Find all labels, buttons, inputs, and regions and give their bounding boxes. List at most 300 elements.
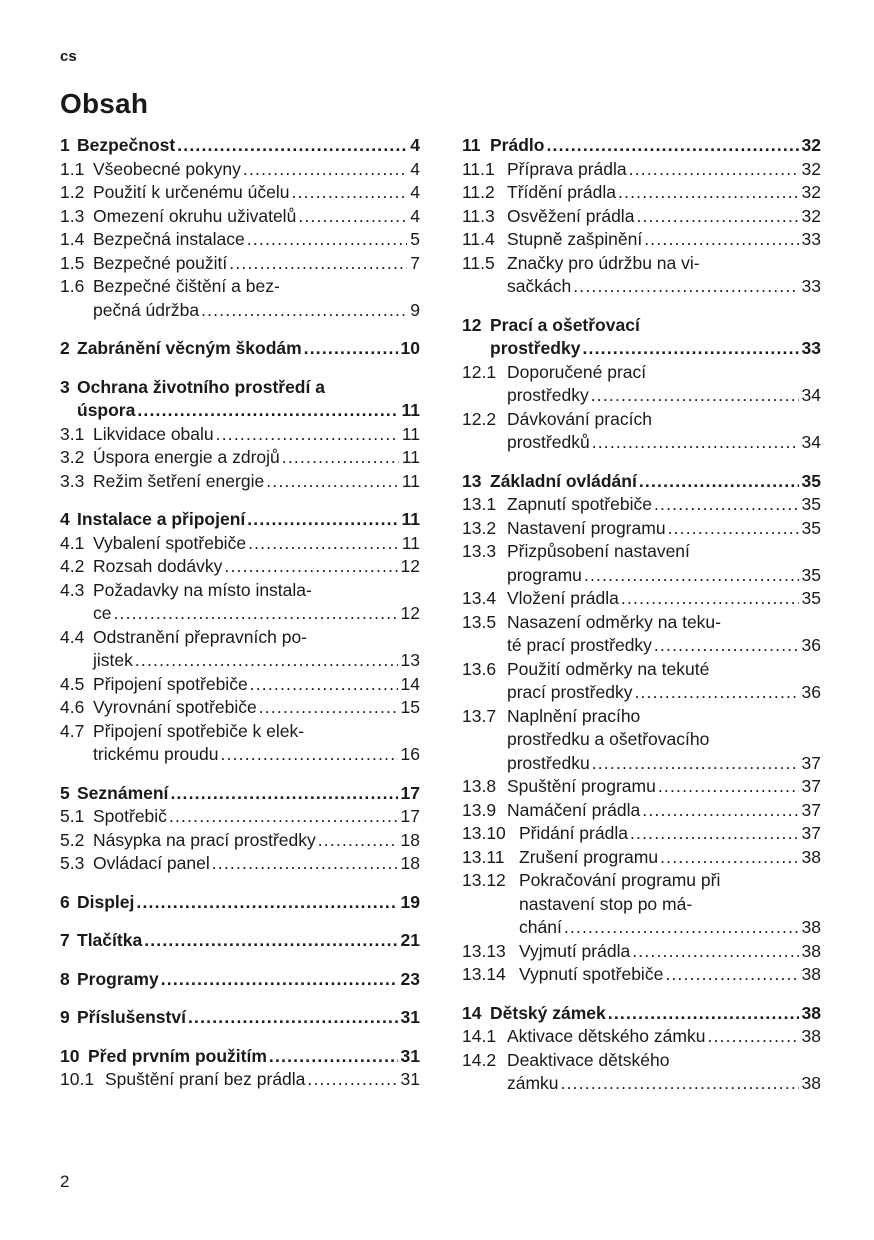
toc-page-number: 9 — [410, 299, 420, 320]
toc-entry-number: 13.6 — [462, 658, 497, 679]
toc-section-heading[interactable] — [60, 929, 420, 953]
toc-page-number: 38 — [801, 917, 821, 937]
toc-entry-number: 14.2 — [462, 1049, 497, 1070]
toc-entry-title-line: Odstranění přepravních po- — [93, 626, 308, 647]
toc-page-number: 23 — [400, 968, 420, 989]
toc-entry-title: Úspora energie a zdrojů — [93, 447, 280, 467]
toc-dot-leader — [621, 587, 799, 611]
toc-dot-leader — [282, 446, 399, 470]
toc-entry[interactable] — [60, 158, 420, 182]
toc-dot-leader — [592, 431, 799, 455]
toc-section-heading[interactable] — [60, 376, 420, 423]
toc-entry-number: 13.4 — [462, 588, 497, 608]
toc-section-heading[interactable] — [60, 1006, 420, 1030]
toc-section — [60, 376, 420, 494]
toc-entry-title: Displej — [77, 891, 135, 912]
toc-entry-title: Přidání prádla — [519, 823, 628, 843]
toc-entry-number: 14 — [462, 1002, 482, 1023]
toc-dot-leader — [660, 846, 798, 870]
toc-section — [60, 337, 420, 361]
toc-page-number: 11 — [401, 509, 420, 529]
toc-entry-title: Omezení okruhu uživatelů — [93, 205, 297, 226]
toc-entry-title: Stupně zašpinění — [507, 229, 643, 249]
toc-entry-title: prostředky — [490, 338, 581, 358]
toc-entry[interactable] — [60, 228, 420, 252]
toc-entry-number: 4.3 — [60, 579, 85, 600]
toc-entry-title: prostředků — [507, 432, 590, 452]
toc-dot-leader — [634, 681, 798, 705]
toc-column-right — [462, 134, 821, 1096]
toc-entry[interactable] — [462, 869, 821, 940]
toc-entry-title-line: Doporučené prací — [507, 361, 647, 382]
toc-page-number: 31 — [400, 1045, 420, 1066]
toc-entry-title-line: Ochrana životního prostředí a — [77, 376, 325, 397]
toc-page-number: 34 — [801, 385, 821, 405]
toc-entry-number: 5.2 — [60, 829, 85, 850]
toc-dot-leader — [266, 470, 399, 494]
toc-dot-leader — [201, 299, 407, 323]
toc-section — [462, 134, 821, 299]
toc-dot-leader — [247, 508, 398, 532]
toc-entry[interactable] — [60, 673, 420, 697]
toc-page-number: 36 — [801, 635, 821, 655]
toc-dot-leader — [229, 252, 407, 276]
toc-dot-leader — [292, 181, 408, 205]
toc-page-number: 12 — [400, 603, 420, 623]
toc-dot-leader — [298, 205, 407, 229]
toc-section — [60, 508, 420, 767]
toc-entry-title: sačkách — [507, 276, 572, 296]
toc-page-number: 35 — [801, 588, 821, 608]
toc-entry-title: Bezpečnost — [77, 135, 176, 155]
toc-entry-title-line: Nasazení odměrky na teku- — [507, 611, 721, 632]
toc-entry-title: Zrušení programu — [519, 846, 659, 867]
toc-entry-title: Příslušenství — [77, 1007, 186, 1027]
toc-entry-title: Příprava prádla — [507, 158, 627, 179]
toc-page-number: 10 — [400, 338, 420, 358]
toc-entry-number: 4 — [60, 509, 70, 529]
toc-entry[interactable] — [60, 181, 420, 205]
toc-entry-number: 2 — [60, 338, 70, 358]
toc-entry-title: Třídění prádla — [507, 182, 616, 202]
toc-section-heading[interactable] — [60, 968, 420, 992]
toc-dot-leader — [269, 1045, 398, 1069]
toc-entry-title-line: Deaktivace dětského — [507, 1049, 670, 1070]
toc-section — [462, 470, 821, 987]
toc-entry[interactable] — [60, 205, 420, 229]
toc-entry-title: Spuštění praní bez prádla — [105, 1069, 306, 1089]
toc-entry[interactable] — [462, 1025, 821, 1049]
toc-entry[interactable] — [60, 446, 420, 470]
toc-entry-title: Použití k určenému účelu — [93, 182, 290, 202]
toc-dot-leader — [247, 228, 407, 252]
toc-dot-leader — [591, 384, 799, 408]
toc-entry-title-line: Připojení spotřebiče k elek- — [93, 720, 305, 741]
toc-dot-leader — [169, 805, 398, 829]
toc-entry-number: 10.1 — [60, 1069, 95, 1089]
toc-dot-leader — [707, 1025, 798, 1049]
toc-section-heading[interactable] — [60, 337, 420, 361]
toc-entry[interactable] — [60, 275, 420, 322]
toc-entry[interactable] — [60, 720, 420, 767]
toc-entry-number: 1.6 — [60, 276, 85, 296]
toc-entry[interactable] — [60, 696, 420, 720]
toc-entry[interactable] — [60, 470, 420, 494]
toc-entry[interactable] — [462, 611, 821, 658]
toc-entry[interactable] — [462, 963, 821, 987]
toc-dot-leader — [629, 158, 799, 182]
toc-entry-title: Osvěžení prádla — [507, 205, 635, 226]
toc-page-number: 37 — [801, 752, 821, 773]
toc-section-heading[interactable] — [462, 134, 821, 158]
toc-entry-number: 13.2 — [462, 517, 497, 538]
toc-page-number: 38 — [801, 940, 821, 961]
toc-page-number: 32 — [801, 158, 821, 179]
toc-entry-number: 7 — [60, 930, 70, 950]
toc-page-number: 4 — [410, 205, 420, 226]
toc-page-number: 38 — [801, 846, 821, 867]
toc-section-heading[interactable] — [462, 314, 821, 361]
toc-page-number: 33 — [801, 338, 821, 358]
toc-dot-leader — [592, 752, 799, 776]
toc-entry-title: úspora — [77, 400, 136, 420]
toc-entry-number: 3.2 — [60, 447, 85, 467]
toc-entry-title: Nastavení programu — [507, 517, 666, 538]
toc-dot-leader — [188, 1006, 398, 1030]
toc-entry[interactable] — [462, 158, 821, 182]
toc-entry-number: 13.5 — [462, 611, 497, 632]
toc-page-number: 5 — [410, 229, 420, 249]
toc-dot-leader — [546, 134, 798, 158]
toc-entry-title: chání — [519, 917, 562, 937]
toc-dot-leader — [307, 1068, 397, 1092]
toc-entry-title: Namáčení prádla — [507, 799, 641, 820]
toc-entry-title-line: Požadavky na místo instala- — [93, 579, 312, 600]
toc-entry-title: prací prostředky — [507, 682, 633, 702]
toc-dot-leader — [259, 696, 398, 720]
toc-entry[interactable] — [60, 423, 420, 447]
toc-dot-leader — [654, 634, 799, 658]
toc-entry-title: trickému proudu — [93, 744, 219, 764]
toc-entry-title: Programy — [77, 968, 159, 989]
toc-entry-title: zámku — [507, 1073, 559, 1093]
toc-entry-number: 4.4 — [60, 626, 85, 647]
toc-page-number: 4 — [410, 135, 420, 155]
toc-entry-number: 9 — [60, 1007, 70, 1027]
toc-entry-number: 3.1 — [60, 423, 85, 444]
toc-entry[interactable] — [60, 805, 420, 829]
toc-page-number: 4 — [410, 182, 420, 202]
toc-entry-number: 6 — [60, 891, 70, 912]
toc-entry-number: 12 — [462, 314, 482, 335]
toc-entry-title: Před prvním použitím — [88, 1045, 267, 1066]
toc-entry-number: 12.1 — [462, 361, 497, 382]
toc-page-number: 19 — [400, 891, 420, 912]
toc-entry-number: 1.3 — [60, 205, 85, 226]
toc-section-heading[interactable] — [60, 134, 420, 158]
toc-dot-leader — [161, 968, 398, 992]
toc-entry-number: 1.5 — [60, 252, 85, 273]
toc-dot-leader — [250, 673, 398, 697]
toc-entry-title: Rozsah dodávky — [93, 556, 223, 576]
toc-dot-leader — [216, 423, 399, 447]
toc-entry[interactable] — [462, 361, 821, 408]
toc-entry-number: 13.13 — [462, 940, 506, 961]
toc-entry-number: 13.3 — [462, 541, 497, 561]
toc-page-number: 17 — [400, 782, 420, 803]
toc-page-number: 21 — [400, 930, 420, 950]
toc-dot-leader — [632, 940, 798, 964]
toc-entry[interactable] — [462, 940, 821, 964]
toc-entry[interactable] — [462, 658, 821, 705]
toc-entry-number: 1.2 — [60, 182, 85, 202]
toc-section — [462, 314, 821, 455]
toc-entry[interactable] — [60, 252, 420, 276]
toc-entry-title: jistek — [93, 650, 133, 670]
toc-entry-number: 5.3 — [60, 853, 85, 873]
toc-entry[interactable] — [462, 846, 821, 870]
toc-entry-number: 11.1 — [462, 158, 495, 179]
toc-page-number: 11 — [401, 532, 420, 553]
toc-page-number: 12 — [400, 556, 420, 576]
toc-page-number: 32 — [801, 182, 821, 202]
toc-dot-leader — [248, 532, 399, 556]
toc-entry[interactable] — [462, 705, 821, 776]
toc-section-heading[interactable] — [462, 1002, 821, 1026]
toc-entry-title: Zabránění věcným škodám — [77, 338, 302, 358]
toc-entry-title: Dětský zámek — [490, 1002, 606, 1023]
toc-entry[interactable] — [60, 1068, 420, 1092]
toc-entry-title: Prádlo — [490, 135, 545, 155]
toc-entry-number: 3 — [60, 376, 70, 397]
toc-entry-number: 11.3 — [462, 205, 495, 226]
toc-entry-number: 11 — [462, 135, 481, 155]
toc-entry-number: 13.1 — [462, 494, 497, 514]
page-number: 2 — [60, 1172, 70, 1191]
toc-dot-leader — [665, 963, 798, 987]
toc-dot-leader — [668, 517, 799, 541]
page-title: Obsah — [60, 88, 149, 119]
toc-entry-title: Ovládací panel — [93, 853, 210, 873]
toc-entry[interactable] — [462, 181, 821, 205]
toc-page-number: 38 — [801, 1073, 821, 1093]
toc-entry[interactable] — [60, 555, 420, 579]
toc-entry-number: 14.1 — [462, 1026, 497, 1046]
toc-page-number: 35 — [801, 564, 821, 585]
toc-entry[interactable] — [462, 408, 821, 455]
toc-entry-title: Likvidace obalu — [93, 423, 214, 444]
toc-entry-title-line: Použití odměrky na tekuté — [507, 658, 710, 679]
toc-column-left — [60, 134, 420, 1092]
toc-page-number: 34 — [801, 432, 821, 452]
toc-entry-number: 4.7 — [60, 720, 85, 741]
toc-entry[interactable] — [462, 799, 821, 823]
toc-entry-title: Vypnutí spotřebiče — [519, 964, 664, 984]
toc-section — [60, 134, 420, 322]
toc-entry-number: 1.4 — [60, 229, 85, 249]
toc-dot-leader — [144, 929, 397, 953]
toc-page-number: 11 — [401, 400, 420, 420]
toc-entry-title: Spotřebič — [93, 806, 167, 826]
toc-entry-title-line: nastavení stop po má- — [519, 893, 693, 914]
toc-dot-leader — [212, 852, 398, 876]
toc-section — [60, 891, 420, 915]
toc-entry-title-line: Pokračování programu při — [519, 870, 721, 890]
toc-entry-title-line: Značky pro údržbu na vi- — [507, 252, 700, 273]
toc-entry[interactable] — [60, 852, 420, 876]
toc-entry-title-line: Prací a ošetřovací — [490, 314, 640, 335]
toc-section-heading[interactable] — [60, 891, 420, 915]
toc-dot-leader — [136, 891, 397, 915]
toc-page-number: 37 — [801, 799, 821, 820]
toc-dot-leader — [564, 916, 799, 940]
toc-entry-number: 13.11 — [462, 846, 505, 867]
toc-section — [60, 782, 420, 876]
toc-entry-number: 13.10 — [462, 823, 506, 843]
toc-dot-leader — [137, 399, 398, 423]
toc-page-number: 11 — [401, 470, 420, 491]
toc-dot-leader — [582, 337, 798, 361]
toc-entry-number: 11.2 — [462, 182, 495, 202]
toc-entry[interactable] — [462, 517, 821, 541]
toc-entry-title: Všeobecné pokyny — [93, 158, 241, 179]
toc-page-number: 36 — [801, 682, 821, 702]
toc-entry-title: Vyrovnání spotřebiče — [93, 697, 257, 717]
toc-entry-title: Instalace a připojení — [77, 509, 246, 529]
toc-dot-leader — [644, 228, 798, 252]
toc-entry-number: 4.5 — [60, 673, 85, 694]
toc-page-number: 38 — [801, 964, 821, 984]
toc-section — [60, 1006, 420, 1030]
toc-entry-title: prostředku — [507, 752, 590, 773]
toc-dot-leader — [584, 564, 799, 588]
toc-dot-leader — [304, 337, 398, 361]
toc-page-number: 11 — [401, 447, 420, 467]
toc-entry[interactable] — [60, 626, 420, 673]
toc-entry-number: 5 — [60, 782, 70, 803]
toc-entry-number: 8 — [60, 968, 70, 989]
toc-entry-title: Připojení spotřebiče — [93, 673, 248, 694]
toc-dot-leader — [636, 205, 798, 229]
toc-dot-leader — [630, 822, 799, 846]
toc-entry[interactable] — [462, 205, 821, 229]
toc-entry[interactable] — [462, 1049, 821, 1096]
toc-section-heading[interactable] — [60, 508, 420, 532]
toc-entry[interactable] — [60, 829, 420, 853]
toc-dot-leader — [561, 1072, 799, 1096]
toc-page-number: 35 — [801, 494, 821, 514]
toc-entry[interactable] — [462, 540, 821, 587]
toc-entry-title: Vybalení spotřebiče — [93, 532, 247, 553]
toc-entry[interactable] — [462, 587, 821, 611]
toc-entry-title: pečná údržba — [93, 299, 200, 320]
toc-entry-number: 13.8 — [462, 776, 497, 796]
toc-entry[interactable] — [462, 493, 821, 517]
toc-section — [60, 1045, 420, 1092]
toc-entry-number: 13.7 — [462, 705, 497, 726]
toc-entry-title: Seznámení — [77, 782, 169, 803]
toc-entry-number: 10 — [60, 1045, 80, 1066]
toc-entry[interactable] — [462, 252, 821, 299]
toc-entry-title: Režim šetření energie — [93, 470, 265, 491]
toc-section-heading[interactable] — [60, 782, 420, 806]
toc-entry[interactable] — [60, 532, 420, 556]
toc-dot-leader — [658, 775, 799, 799]
toc-page-number: 14 — [400, 673, 420, 694]
toc-entry-title: Vyjmutí prádla — [519, 940, 631, 961]
toc-dot-leader — [177, 134, 407, 158]
toc-dot-leader — [608, 1002, 799, 1026]
toc-dot-leader — [224, 555, 397, 579]
toc-entry[interactable] — [462, 775, 821, 799]
toc-section-heading[interactable] — [462, 470, 821, 494]
toc-entry-title: Bezpečná instalace — [93, 229, 245, 249]
toc-page-number: 4 — [410, 158, 420, 179]
toc-page-number: 11 — [401, 423, 420, 444]
toc-entry[interactable] — [462, 228, 821, 252]
toc-page-number: 18 — [400, 853, 420, 873]
toc-section-heading[interactable] — [60, 1045, 420, 1069]
toc-section — [60, 929, 420, 953]
toc-entry-title: Aktivace dětského zámku — [507, 1026, 706, 1046]
toc-entry-number: 13 — [462, 470, 482, 491]
toc-page-number: 16 — [400, 744, 420, 764]
toc-entry-title-line: Naplnění pracího — [507, 705, 641, 726]
toc-entry-title: ce — [93, 603, 112, 623]
toc-section — [60, 968, 420, 992]
toc-entry-title: Zapnutí spotřebiče — [507, 494, 652, 514]
toc-entry-title-line: Bezpečné čištění a bez- — [93, 276, 280, 296]
toc-entry-title: Bezpečné použití — [93, 252, 228, 273]
toc-page-number: 38 — [801, 1026, 821, 1046]
toc-dot-leader — [642, 799, 798, 823]
toc-entry-title-line: Přizpůsobení nastavení — [507, 541, 690, 561]
toc-entry-number: 13.14 — [462, 964, 506, 984]
toc-page-number: 35 — [801, 470, 821, 491]
toc-entry-title: Násypka na prací prostředky — [93, 829, 316, 850]
toc-entry[interactable] — [462, 822, 821, 846]
toc-section — [462, 1002, 821, 1096]
toc-page-number: 31 — [400, 1007, 420, 1027]
toc-page-number: 17 — [400, 806, 420, 826]
toc-entry-title: Vložení prádla — [507, 588, 619, 608]
toc-page-number: 33 — [801, 276, 821, 296]
toc-entry-number: 12.2 — [462, 408, 497, 429]
toc-page-number: 37 — [801, 823, 821, 843]
toc-page-number: 38 — [801, 1002, 821, 1023]
toc-dot-leader — [573, 275, 798, 299]
toc-entry[interactable] — [60, 579, 420, 626]
toc-entry-title: Základní ovládání — [490, 470, 637, 491]
toc-entry-title: Tlačítka — [77, 930, 143, 950]
toc-entry-title: programu — [507, 564, 582, 585]
toc-entry-title: prostředky — [507, 385, 589, 405]
toc-dot-leader — [135, 649, 398, 673]
toc-page-number: 35 — [801, 517, 821, 538]
toc-entry-number: 11.5 — [462, 252, 495, 273]
toc-dot-leader — [243, 158, 407, 182]
toc-entry-number: 1.1 — [60, 158, 85, 179]
toc-dot-leader — [113, 602, 397, 626]
toc-dot-leader — [639, 470, 799, 494]
toc-dot-leader — [318, 829, 398, 853]
toc-entry-number: 13.12 — [462, 870, 506, 890]
toc-entry-title: té prací prostředky — [507, 635, 652, 655]
toc-page-number: 32 — [801, 205, 821, 226]
toc-entry-number: 3.3 — [60, 470, 85, 491]
toc-page-number: 18 — [400, 829, 420, 850]
language-code: cs — [60, 48, 77, 65]
